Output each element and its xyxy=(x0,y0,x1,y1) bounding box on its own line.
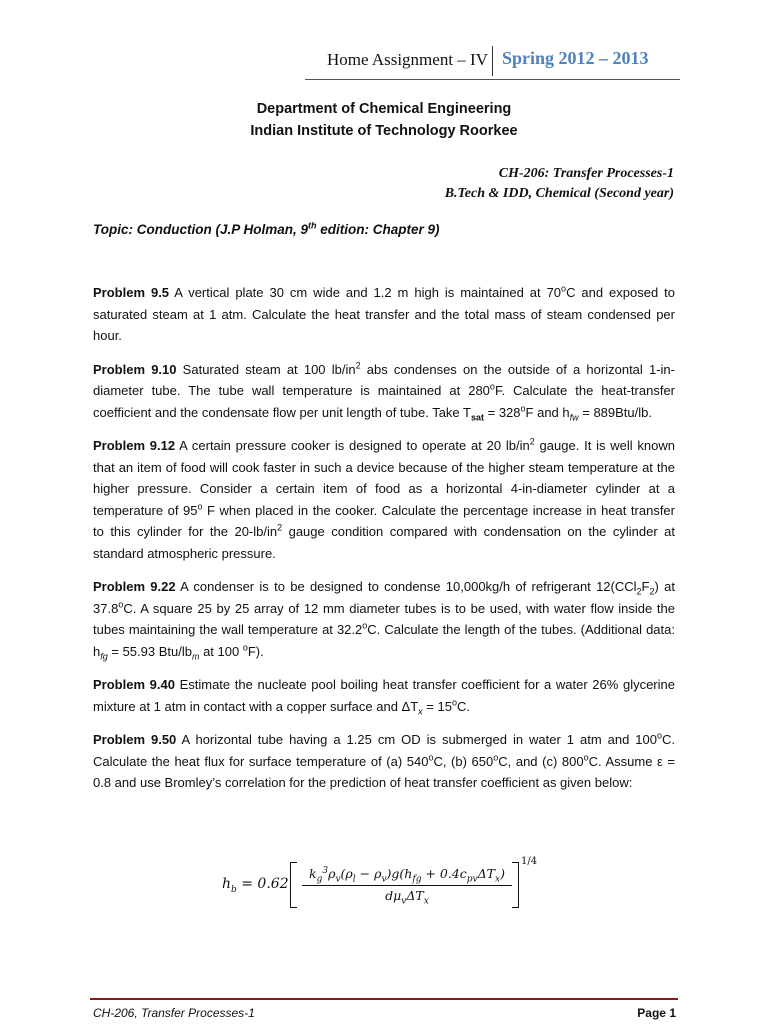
problem-9-50: Problem 9.50 A horizontal tube having a 1.25 cm OD is submerged in water 1 atm and 100$^o$C. Calculate the heat flux for surface temperature of (a) 540$^o$C, (b) 650$^o$C, and (c) 800$^o$C. Assume ε = 0.8 and use Bromley’s correlation for the prediction of heat transfer coefficient as given below: xyxy=(93,730,676,790)
page-header xyxy=(0,46,768,80)
left-bracket xyxy=(290,862,297,908)
semester-label: Spring 2012 – 2013 xyxy=(502,48,649,68)
header-divider xyxy=(492,46,493,76)
topic-label: Topic: Conduction xyxy=(93,222,212,237)
right-bracket xyxy=(512,862,519,908)
formula-numerator: $k_g^3\rho_v(\rho_l - \rho_v)g(h_{fg} + 0.4c_{pv}\Delta T_x)$ xyxy=(309,865,505,885)
page-number: Page 1 xyxy=(637,1006,676,1020)
problem-9-40: Problem 9.40 Estimate the nucleate pool boiling heat transfer coefficient for a water 26% glycerine mixture at 1 atm in contact with a copper surface and $\Delta T_x = 15^oC$. xyxy=(93,677,675,717)
problem-9-10: Problem 9.10 Saturated steam at 100 $lb/in^2$ abs condenses on the outside of a horizontal 1-in-diameter tube. The tube wall temperature is maintained at 280$^o$F. Calculate the heat-transfer coefficient and the condensate flow per unit length of tube. Take $T_{sat} = 328^oF$ and $h_{fw} = 889Btu/lb$. xyxy=(93,360,676,423)
problem-9-5: Problem 9.5 A vertical plate 30 cm wide and 1.2 m high is maintained at 70$^o$C and exposed to saturated steam at 1 atm. Calculate the heat transfer and the total mass of steam condensed per hour. xyxy=(93,283,676,343)
formula-exponent: 1/4 xyxy=(521,856,538,867)
footer-rule xyxy=(90,998,678,1000)
course-block xyxy=(445,164,674,204)
course-program: B.Tech & IDD, Chemical (Second year) xyxy=(444,186,674,201)
footer-course: CH-206, Transfer Processes-1 xyxy=(93,1006,255,1020)
formula-lhs: $h_b = 0.62$ xyxy=(222,876,289,895)
assignment-title: Home Assignment – IV xyxy=(326,50,488,69)
topic-reference: (J.P Holman, 9th edition: Chapter 9) xyxy=(215,220,440,237)
fraction-bar xyxy=(302,885,512,886)
problem-number: Problem 9.10 xyxy=(93,361,177,377)
problem-number: Problem 9.40 xyxy=(93,677,175,692)
problem-list xyxy=(93,282,675,806)
problem-9-22: Problem 9.22 A condenser is to be designed to condense 10,000kg/h of refrigerant $12(CCl_2F_2)$ at 37.8$^o$C. A square 25 by 25 array of 12 mm diameter tubes is to be used, with water flow inside the tubes maintaining the wall temperature at 32.2$^o$C. Calculate the length of the tubes. (Additional data: $h_{fg} = 55.93$ Btu/$lb_m$ at 100 $^o$F). xyxy=(93,579,675,662)
problem-number: Problem 9.5 xyxy=(93,285,170,300)
institute-name: Indian Institute of Technology Roorkee xyxy=(250,123,518,139)
course-code-title: CH-206: Transfer Processes-1 xyxy=(498,166,674,181)
problem-number: Problem 9.22 xyxy=(93,579,176,594)
formula-denominator: $d\mu_v\Delta T_x$ xyxy=(385,888,429,907)
header-rule xyxy=(305,79,680,80)
problem-9-12: Problem 9.12 A certain pressure cooker is designed to operate at 20 $lb/in^2$ gauge. It is well known that an item of food will cook faster in such a device because of the higher steam temperature at the higher pressure. Consider a certain item of food as a horizontal 4-in-diameter cylinder at a temperature of 95$^o$ F when placed in the cooker. Calculate the percentage increase in heat transfer to this cylinder for the $20-lb/in^2$ gauge condition compared with condensation on the cylinder at standard atmospheric pressure. xyxy=(93,436,675,561)
department-block xyxy=(0,98,768,142)
problem-number: Problem 9.12 xyxy=(93,438,176,453)
problem-number: Problem 9.50 xyxy=(93,732,177,747)
topic-line xyxy=(93,222,440,237)
department-name: Department of Chemical Engineering xyxy=(256,101,512,117)
